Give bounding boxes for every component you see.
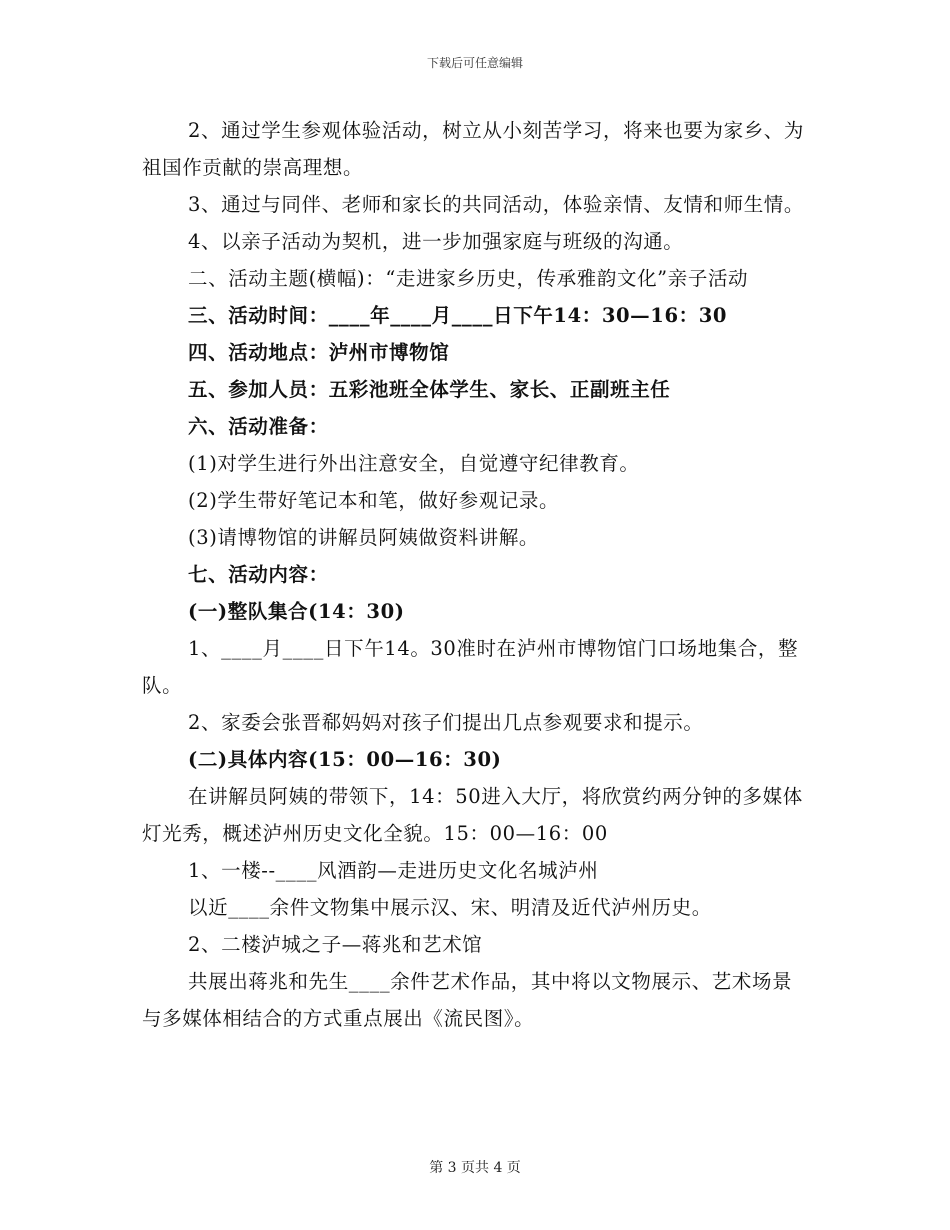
heading-preparation: 六、活动准备： — [188, 415, 329, 438]
heading-participants: 五、参加人员：五彩池班全体学生、家长、正副班主任 — [188, 378, 671, 401]
paragraph-assembly-2: 2、家委会张晋郗妈妈对孩子们提出几点参观要求和提示。 — [188, 711, 704, 734]
page-footer: 第 3 页共 4 页 — [429, 1160, 521, 1176]
paragraph-floor-1-desc: 以近____余件文物集中展示汉、宋、明清及近代泸州历史。 — [188, 896, 712, 919]
paragraph-assembly-1: 1、____月____日下午14。30准时在泸州市博物馆门口场地集合，整队。 — [142, 637, 799, 697]
subheading-details: (二)具体内容(15：00—16：30) — [188, 748, 502, 771]
paragraph-prep-1: (1)对学生进行外出注意安全，自觉遵守纪律教育。 — [188, 452, 640, 475]
page-header: 下载后可任意编辑 — [426, 56, 523, 70]
paragraph-floor-1: 1、一楼--____风酒韵—走进历史文化名城泸州 — [188, 859, 599, 882]
paragraph-goal-3: 3、通过与同伴、老师和家长的共同活动，体验亲情、友情和师生情。 — [188, 193, 805, 216]
subheading-assembly: (一)整队集合(14：30) — [188, 600, 405, 623]
paragraph-theme: 二、活动主题(横幅)：“走进家乡历史，传承雅韵文化”亲子活动 — [188, 267, 749, 290]
heading-content: 七、活动内容： — [188, 563, 329, 586]
paragraph-floor-2: 2、二楼泸城之子—蒋兆和艺术馆 — [188, 933, 483, 956]
document-body — [142, 112, 812, 1037]
paragraph-goal-4: 4、以亲子活动为契机，进一步加强家庭与班级的沟通。 — [188, 230, 684, 253]
paragraph-floor-2-desc: 共展出蒋兆和先生____余件艺术作品，其中将以文物展示、艺术场景与多媒体相结合的方式重点展出《流民图》。 — [142, 970, 793, 1030]
paragraph-prep-2: (2)学生带好笔记本和笔，做好参观记录。 — [188, 489, 560, 512]
paragraph-prep-3: (3)请博物馆的讲解员阿姨做资料讲解。 — [188, 526, 540, 549]
heading-time: 三、活动时间：____年____月____日下午14：30—16：30 — [188, 304, 728, 327]
paragraph-details-intro: 在讲解员阿姨的带领下，14：50进入大厅，将欣赏约两分钟的多媒体灯光秀，概述泸州历史文化全貌。15：00—16：00 — [142, 785, 803, 845]
paragraph-goal-2: 2、通过学生参观体验活动，树立从小刻苦学习，将来也要为家乡、为祖国作贡献的崇高理想。 — [142, 119, 805, 179]
heading-location: 四、活动地点：泸州市博物馆 — [188, 341, 450, 364]
